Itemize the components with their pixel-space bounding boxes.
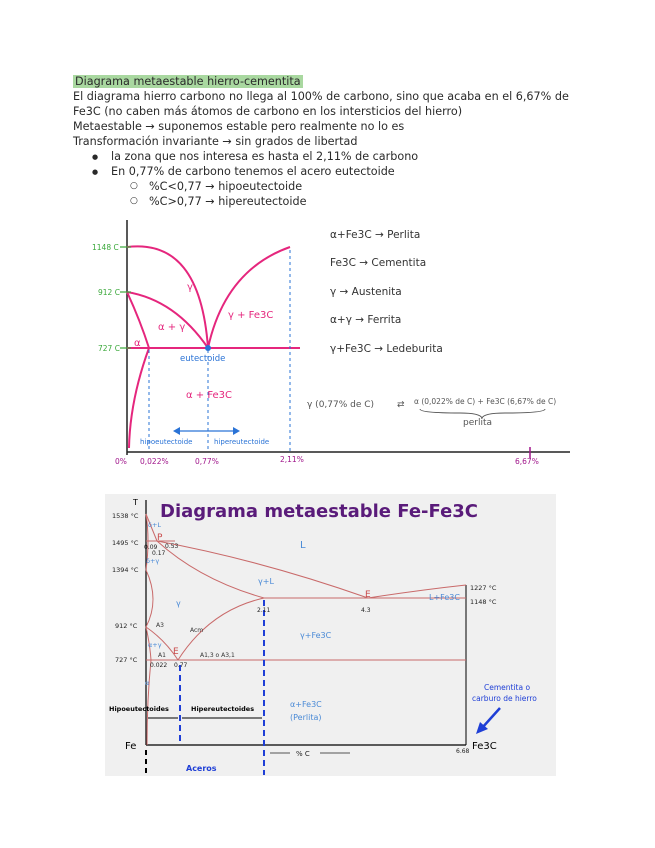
- sketch-reaction-arrow: ⇄: [397, 400, 405, 410]
- sketch-phase-alpha: α: [134, 338, 141, 349]
- figure-label-hiper: Hipereutectoides: [191, 705, 255, 713]
- sketch-arrowhead-right: [233, 427, 240, 435]
- sketch-arrowhead-left: [173, 427, 180, 435]
- sketch-label-eutectoide: eutectoide: [180, 354, 226, 364]
- sketch-reaction-under: perlita: [463, 418, 492, 428]
- bullet-item-1: ● la zona que nos interesa es hasta el 2,11% de carbono: [111, 149, 418, 164]
- figure-label-gfe3c: γ+Fe3C: [300, 631, 332, 640]
- figure-temp-1495: 1495 °C: [112, 539, 139, 547]
- figure-comp-077: 0.77: [174, 662, 188, 669]
- figure-comp-0022: 0.022: [150, 662, 168, 669]
- sketch-eutectoid-point: [205, 345, 211, 351]
- figure-comp-43: 4.3: [361, 607, 371, 614]
- figure-label-hipo: Hipoeutectoides: [109, 705, 169, 713]
- sketch-curve-solvus: [129, 348, 149, 448]
- figure-label-fe: Fe: [125, 741, 137, 752]
- figure-label-delta-l: δ+L: [148, 521, 162, 529]
- sketch-reaction-brace: [420, 409, 545, 418]
- figure-label-afe3c: α+Fe3C: [290, 700, 322, 709]
- notes-line-2: Fe3C (no caben más átomos de carbono en los intersticios del hierro): [73, 105, 463, 118]
- figure-label-perlita: (Perlita): [290, 713, 322, 722]
- figure-comp-211: 2.11: [257, 607, 271, 614]
- sketch-ytick-1148: 1148 C: [92, 243, 119, 252]
- figure-comp-668: 6.68: [456, 748, 470, 755]
- sketch-legend-4: α+γ → Ferrita: [330, 314, 402, 326]
- figure-label-l: L: [300, 540, 306, 551]
- figure-temp-1227: 1227 °C: [470, 584, 497, 592]
- sketch-ytick-727: 727 C: [98, 344, 120, 353]
- phase-diagram-figure: [105, 494, 556, 776]
- figure-label-delta-g: δ+γ: [146, 557, 160, 565]
- figure-temp-912: 912 °C: [115, 622, 138, 630]
- sketch-phase-gamma-fe3c: γ + Fe3C: [228, 310, 274, 321]
- figure-title: Diagrama metaestable Fe-Fe3C: [160, 501, 479, 522]
- sketch-xtick-0022: 0,022%: [140, 457, 169, 466]
- sketch-legend-2: Fe3C → Cementita: [330, 257, 427, 269]
- notes-line-1: El diagrama hierro carbono no llega al 100% de carbono, sino que acaba en el 6,67% de: [73, 90, 569, 103]
- figure-point-e2: E: [173, 647, 179, 657]
- figure-label-a3: A3: [156, 622, 164, 629]
- sketch-xtick-667: 6,67%: [515, 457, 539, 466]
- figure-label-cementita: Cementita o: [484, 683, 531, 692]
- sketch-xtick-0: 0%: [115, 457, 127, 466]
- subbullet-item-1: ○ %C<0,77 → hipoeutectoide: [149, 179, 302, 194]
- figure-label-fe3c: Fe3C: [472, 741, 497, 752]
- figure-label-aceros: Aceros: [186, 764, 217, 773]
- sketch-xtick-077: 0,77%: [195, 457, 219, 466]
- figure-temp-1394: 1394 °C: [112, 566, 139, 574]
- subbullet-item-2: ○ %C>0,77 → hipereutectoide: [149, 194, 306, 209]
- figure-temp-1148: 1148 °C: [470, 598, 497, 606]
- figure-axis-t: T: [133, 498, 138, 507]
- sketch-legend-3: γ → Austenita: [330, 286, 402, 298]
- sketch-phase-alpha-fe3c: α + Fe3C: [186, 390, 233, 401]
- figure-label-a1: A1: [158, 652, 166, 659]
- sketch-phase-gamma: γ: [187, 282, 193, 293]
- sketch-reaction-right: α (0,022% de C) + Fe3C (6,67% de C): [414, 397, 557, 406]
- handwritten-sketch: [0, 212, 655, 472]
- sketch-legend-5: γ+Fe3C → Ledeburita: [330, 343, 443, 355]
- sketch-reaction-left: γ (0,77% de C): [307, 400, 375, 410]
- figure-label-g: γ: [176, 599, 181, 608]
- figure-label-alpha: α: [145, 679, 150, 687]
- notes-line-4: Transformación invariante → sin grados de libertad: [73, 135, 358, 148]
- sketch-phase-alpha-gamma: α + γ: [158, 322, 186, 333]
- figure-point-p: P: [157, 533, 163, 543]
- figure-label-pct-c: % C: [296, 750, 310, 758]
- figure-temp-1538: 1538 °C: [112, 512, 139, 520]
- figure-label-a13: A1,3 o A3,1: [200, 652, 235, 659]
- figure-label-gl: γ+L: [258, 577, 274, 586]
- bullet-item-2: ● En 0,77% de carbono tenemos el acero eutectoide: [111, 164, 395, 179]
- figure-temp-727: 727 °C: [115, 656, 138, 664]
- figure-label-cementita2: carburo de hierro: [472, 694, 537, 703]
- notes-heading: [73, 74, 303, 89]
- figure-label-lfe3c: L+Fe3C: [429, 593, 460, 602]
- sketch-legend-1: α+Fe3C → Perlita: [330, 229, 421, 241]
- figure-comp-009: 0.09: [144, 544, 158, 551]
- sketch-curve-acm: [208, 247, 290, 348]
- figure-comp-017: 0.17: [152, 550, 166, 557]
- figure-label-alpha-gamma: α+γ: [148, 641, 162, 649]
- sketch-xtick-211: 2,11%: [280, 455, 304, 464]
- heading-highlight: Diagrama metaestable hierro-cementita: [75, 75, 301, 88]
- sketch-ytick-912: 912 C: [98, 288, 120, 297]
- figure-comp-053: 0.53: [165, 543, 179, 550]
- notes-line-3: Metaestable → suponemos estable pero realmente no lo es: [73, 120, 405, 133]
- sketch-label-hiper: hipereutectoide: [214, 438, 270, 446]
- figure-point-e1: E: [365, 590, 371, 600]
- sketch-label-hipo: hipoeutectoide: [140, 438, 193, 446]
- figure-label-acm: Acm: [190, 627, 204, 634]
